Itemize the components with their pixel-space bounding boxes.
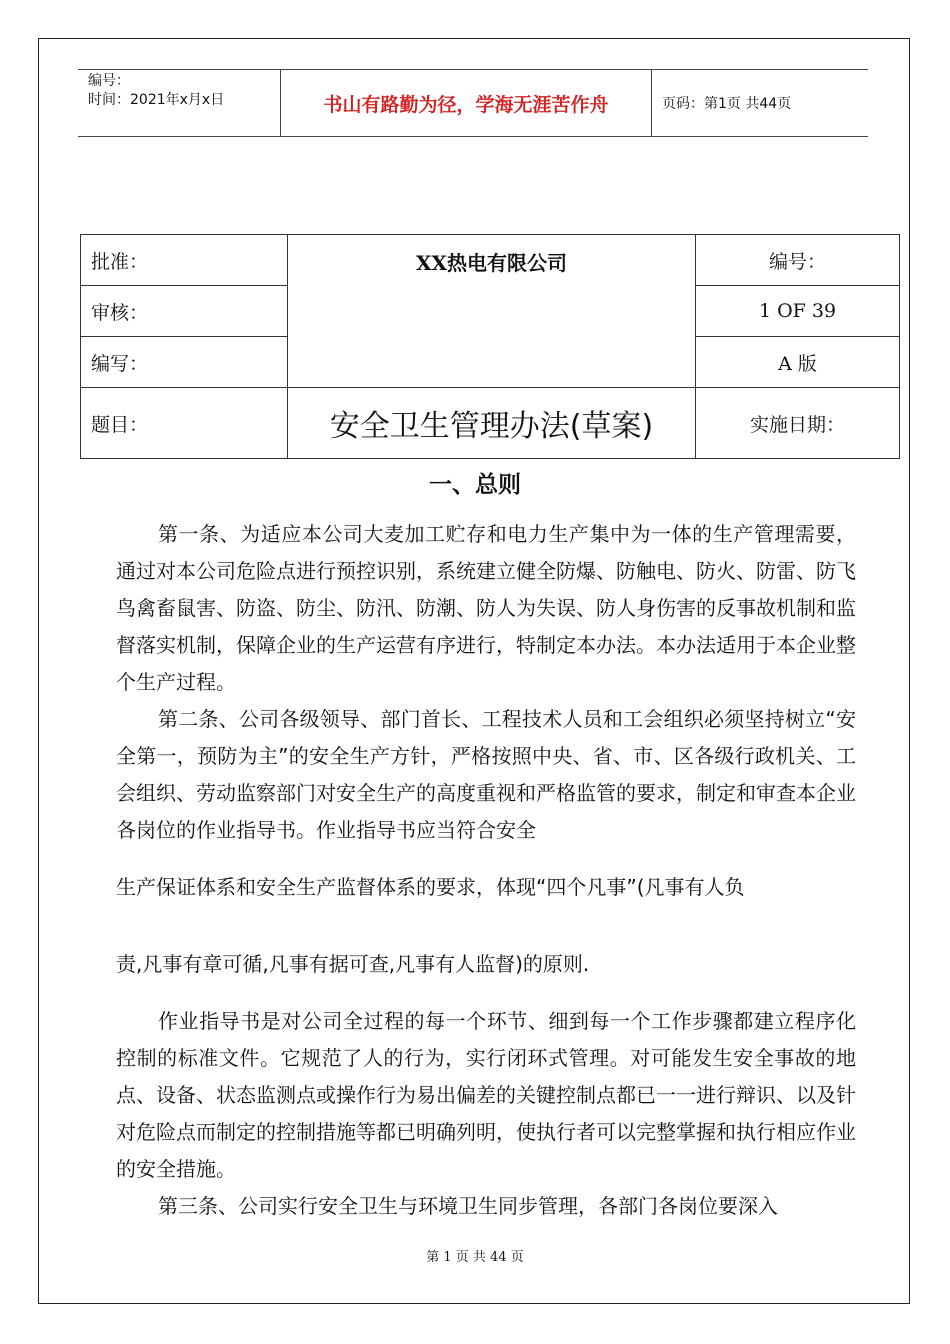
doc-number-cell: 1 OF 39 <box>696 286 900 337</box>
document-header <box>78 69 868 137</box>
page-footer: 第 1 页 共 44 页 <box>426 1250 524 1265</box>
header-page-number: 页码：第1页 共44页 <box>662 96 792 112</box>
approve-cell: 批准： <box>81 235 288 286</box>
number-label-cell: 编号： <box>696 235 900 286</box>
header-info <box>78 70 281 136</box>
paragraph: 第一条、为适应本公司大麦加工贮存和电力生产集中为一体的生产管理需要，通过对本公司危险点进行预控识别，系统建立健全防爆、防触电、防火、防雷、防飞鸟禽畜鼠害、防盗、防尘、防汛、防潮、防人为失误、防人身伤害的反事故机制和监督落实机制，保障企业的生产运营有序进行，特制定本办法。本办法适用于本企业整个生产过程。 <box>116 522 856 694</box>
section-heading: 一、总则 <box>429 472 521 498</box>
write-cell: 编写： <box>81 337 288 388</box>
header-date: 时间：2021年x月x日 <box>88 92 225 108</box>
paragraph: 第二条、公司各级领导、部门首长、工程技术人员和工会组织必须坚持树立“安全第一，预防为主”的安全生产方针，严格按照中央、省、市、区各级行政机关、工会组织、劳动监察部门对安全生产的高度重视和严格监管的要求，制定和审查本企业各岗位的作业指导书。作业指导书应当符合安全 <box>116 707 856 842</box>
paragraph: 责,凡事有章可循,凡事有据可查,凡事有人监督)的原则. <box>116 952 590 976</box>
effective-date-cell: 实施日期： <box>696 388 900 459</box>
header-motto: 书山有路勤为径，学海无涯苦作舟 <box>281 70 652 136</box>
document-title: 安全卫生管理办法(草案) <box>288 388 696 459</box>
subject-cell: 题目： <box>81 388 288 459</box>
paragraph: 生产保证体系和安全生产监督体系的要求，体现“四个凡事”(凡事有人负 <box>116 875 745 899</box>
company-name: XX热电有限公司 <box>288 235 696 388</box>
document-body <box>116 516 856 1225</box>
review-cell: 审核： <box>81 286 288 337</box>
paragraph: 作业指导书是对公司全过程的每一个环节、细到每一个工作步骤都建立程序化控制的标准文件。它规范了人的行为，实行闭环式管理。对可能发生安全事故的地点、设备、状态监测点或操作行为易出偏差的关键控制点都已一一进行辩识、以及针对危险点而制定的控制措施等都已明确列明，使执行者可以完整掌握和执行相应作业的安全措施。 <box>116 1009 856 1181</box>
approval-table <box>80 234 900 459</box>
header-number-label: 编号： <box>88 73 130 89</box>
paragraph: 第三条、公司实行安全卫生与环境卫生同步管理，各部门各岗位要深入 <box>158 1194 778 1218</box>
version-cell: A 版 <box>696 337 900 388</box>
